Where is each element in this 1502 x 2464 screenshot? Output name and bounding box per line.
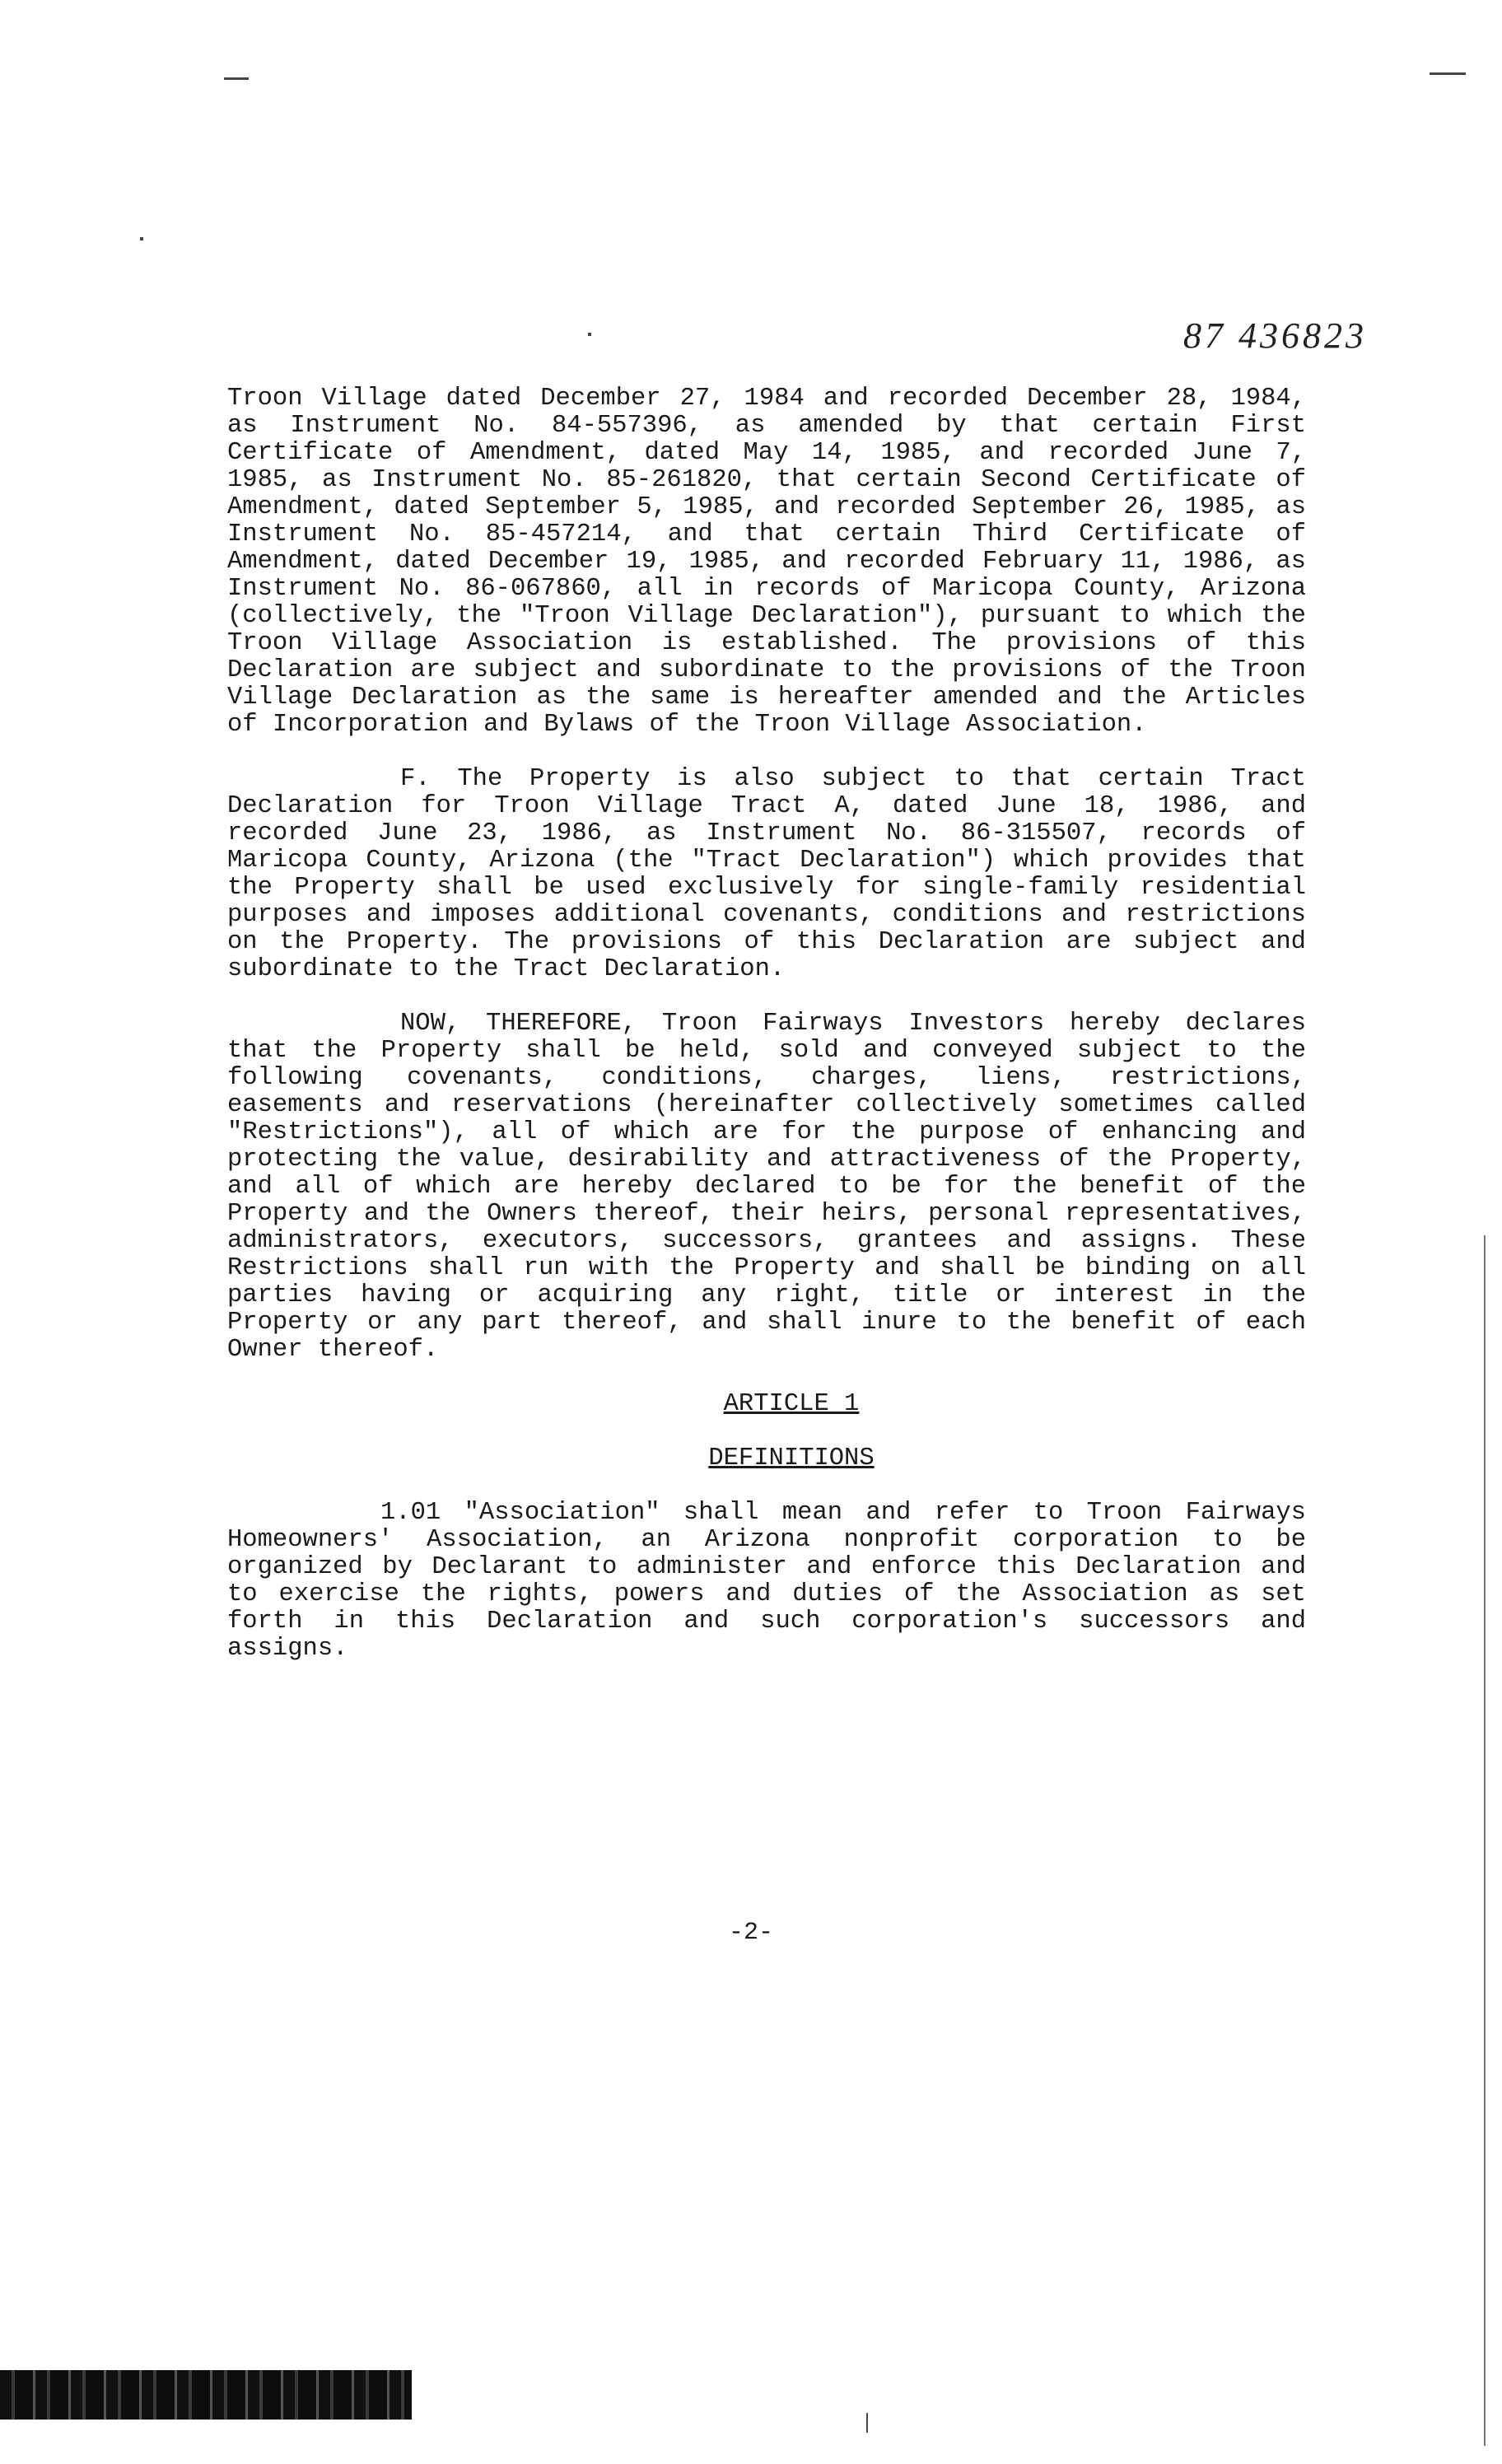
- paragraph-tract-declaration-text: F. The Property is also subject to that certain Tract Declaration for Troon Village Tract A, dated June 18, 1986, and recorded June 23, 1986, as Instrument No. 86-315507, records of Maricopa County, Arizona (the "Tract Declaration") which provides that the Property shall be used exclusively for single-family residential purposes and imposes additional covenants, conditions and restrictions on the Property. The provisions of this Declaration are subject and subordinate to the Tract Declaration.: [227, 765, 1306, 983]
- paragraph-association-definition-text: 1.01 "Association" shall mean and refer to Troon Fairways Homeowners' Association, an Arizona nonprofit corporation to be organized by Declarant to administer and enforce this Declaration and to exercise the rights, powers and duties of the Association as set forth in this Declaration and such corporation's successors and assigns.: [227, 1499, 1306, 1663]
- scan-mark: [140, 237, 143, 240]
- paragraph-troon-village-declaration: Troon Village dated December 27, 1984 and recorded December 28, 1984, as Instrument No. 84-557396, as amended by that certain First Certificate of Amendment, dated May 14, 1985, and recorded June 7, 1985, as Instrument No. 85-261820, that certain Second Certificate of Amendment, dated September 5, 1985, and recorded September 26, 1985, as Instrument No. 85-457214, and that certain Third Certificate of Amendment, dated December 19, 1985, and recorded February 11, 1986, as Instrument No. 86-067860, all in records of Maricopa County, Arizona (collectively, the "Troon Village Declaration"), pursuant to which the Troon Village Association is established. The provisions of this Declaration are subject and subordinate to the provisions of the Troon Village Declaration as the same is hereafter amended and the Articles of Incorporation and Bylaws of the Troon Village Association.: [227, 385, 1306, 739]
- paragraph-now-therefore-text: NOW, THEREFORE, Troon Fairways Investors hereby declares that the Property shall be held, sold and conveyed subject to the following covenants, conditions, charges, liens, restrictions, easements and reservations (hereinafter collectively sometimes called "Restrictions"), all of which are for the purpose of enhancing and protecting the value, desirability and attractiveness of the Property, and all of which are hereby declared to be for the benefit of the Property and the Owners thereof, their heirs, personal representatives, administrators, executors, successors, grantees and assigns. These Restrictions shall run with the Property and shall be binding on all parties having or acquiring any right, title or interest in the Property or any part thereof, and shall inure to the benefit of each Owner thereof.: [227, 1010, 1306, 1364]
- scan-mark: [588, 333, 591, 336]
- scan-edge-line: [1484, 1235, 1486, 2446]
- definitions-heading: DEFINITIONS: [708, 1444, 875, 1472]
- paragraph-association-definition: [227, 1500, 1306, 1663]
- scan-mark: [866, 2413, 868, 2433]
- article-heading: ARTICLE 1: [723, 1390, 860, 1418]
- recording-number: 87 436823: [1183, 315, 1367, 356]
- paragraph-now-therefore: [227, 1010, 1306, 1364]
- paragraph-tract-declaration: [227, 766, 1306, 983]
- document-body: [227, 385, 1306, 1690]
- scan-mark: [1430, 72, 1466, 75]
- page-number: -2-: [728, 1919, 773, 1947]
- scan-mark: [224, 77, 249, 80]
- scan-artifact-strip: [0, 2370, 412, 2420]
